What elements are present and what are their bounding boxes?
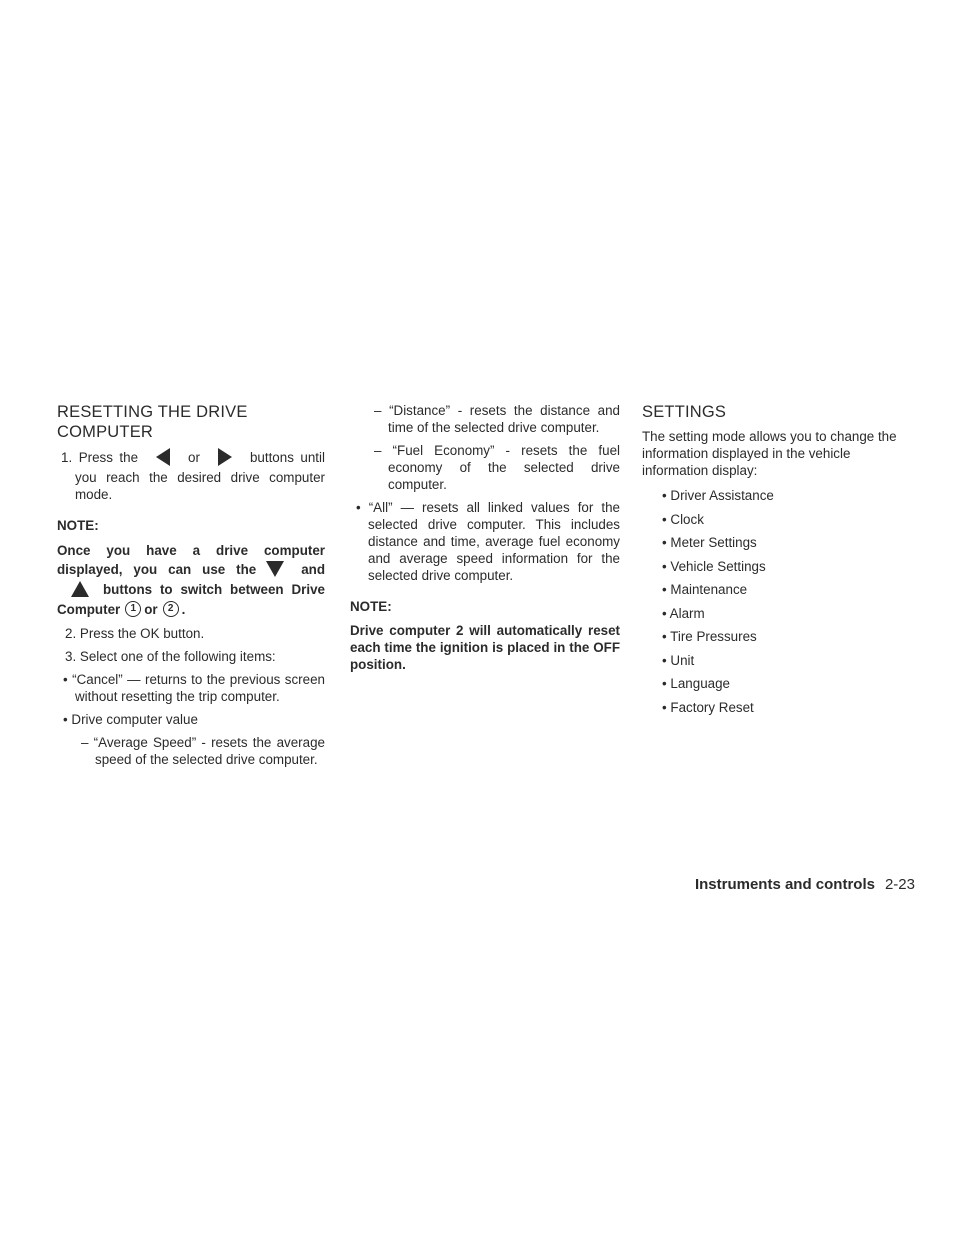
middle-column <box>350 402 620 679</box>
left-column <box>57 402 325 774</box>
dash-fuel-economy: – “Fuel Economy” - resets the fuel economy of the selected drive computer. <box>374 443 620 492</box>
settings-item: • Unit <box>662 652 695 668</box>
settings-item: • Alarm <box>662 605 705 621</box>
settings-item: • Language <box>662 676 730 691</box>
circled-number-1-icon: 1 <box>125 601 141 617</box>
step-1-pre: Press the <box>78 450 139 466</box>
settings-item: • Maintenance <box>662 582 748 597</box>
dash-average-speed: – “Average Speed” - resets the average speed of the selected drive computer. <box>81 735 325 768</box>
settings-item: • Driver Assistance <box>662 488 774 503</box>
step-1-or: or <box>188 450 200 466</box>
right-arrow-icon <box>218 448 232 466</box>
dash-distance: – “Distance” - resets the distance and time of the selected drive computer. <box>374 403 620 435</box>
note-text: Once you have a drive computer displayed, you can use the andbuttons to switch between Drive Computer 1 or 2 . <box>57 543 325 617</box>
left-arrow-icon <box>156 448 170 466</box>
settings-item: • Vehicle Settings <box>662 558 766 574</box>
settings-item: • Factory Reset <box>662 699 754 715</box>
step-3: 3. Select one of the following items: <box>65 649 276 665</box>
step-2: 2. Press the OK button. <box>65 626 205 642</box>
up-arrow-icon <box>71 581 89 597</box>
note-text-2: Drive computer 2 will automatically reset each time the ignition is placed in the OFF position. <box>350 623 620 672</box>
page-footer <box>680 876 915 893</box>
step-1-post: buttons until you reach the desired drive computer mode. <box>75 450 325 502</box>
settings-item: • Meter Settings <box>662 535 757 550</box>
note-label-2: NOTE: <box>350 599 392 614</box>
settings-heading: SETTINGS <box>642 403 727 421</box>
step-1-number: 1. <box>61 450 73 466</box>
right-column <box>642 402 914 722</box>
step-1 <box>57 448 325 503</box>
bullet-cancel: • “Cancel” — returns to the previous screen without resetting the trip computer. <box>63 672 325 705</box>
settings-item: • Tire Pressures <box>662 629 757 644</box>
bullet-drive-computer-value: • Drive computer value <box>63 712 198 728</box>
note-label: NOTE: <box>57 518 99 533</box>
page-number: 2-23 <box>884 876 915 893</box>
settings-item: • Clock <box>662 511 704 527</box>
settings-intro: The setting mode allows you to change the information displayed in the vehicle information display: <box>642 429 897 478</box>
circled-number-2-icon: 2 <box>163 601 179 617</box>
bullet-all: • “All” — resets all linked values for the selected drive computer. This includes distance and time, average fuel economy and average speed information for the selected drive computer. <box>356 500 620 583</box>
resetting-heading: RESETTING THE DRIVE COMPUTER <box>57 403 248 441</box>
down-arrow-icon <box>266 561 284 577</box>
section-title: Instruments and controls <box>694 876 875 893</box>
